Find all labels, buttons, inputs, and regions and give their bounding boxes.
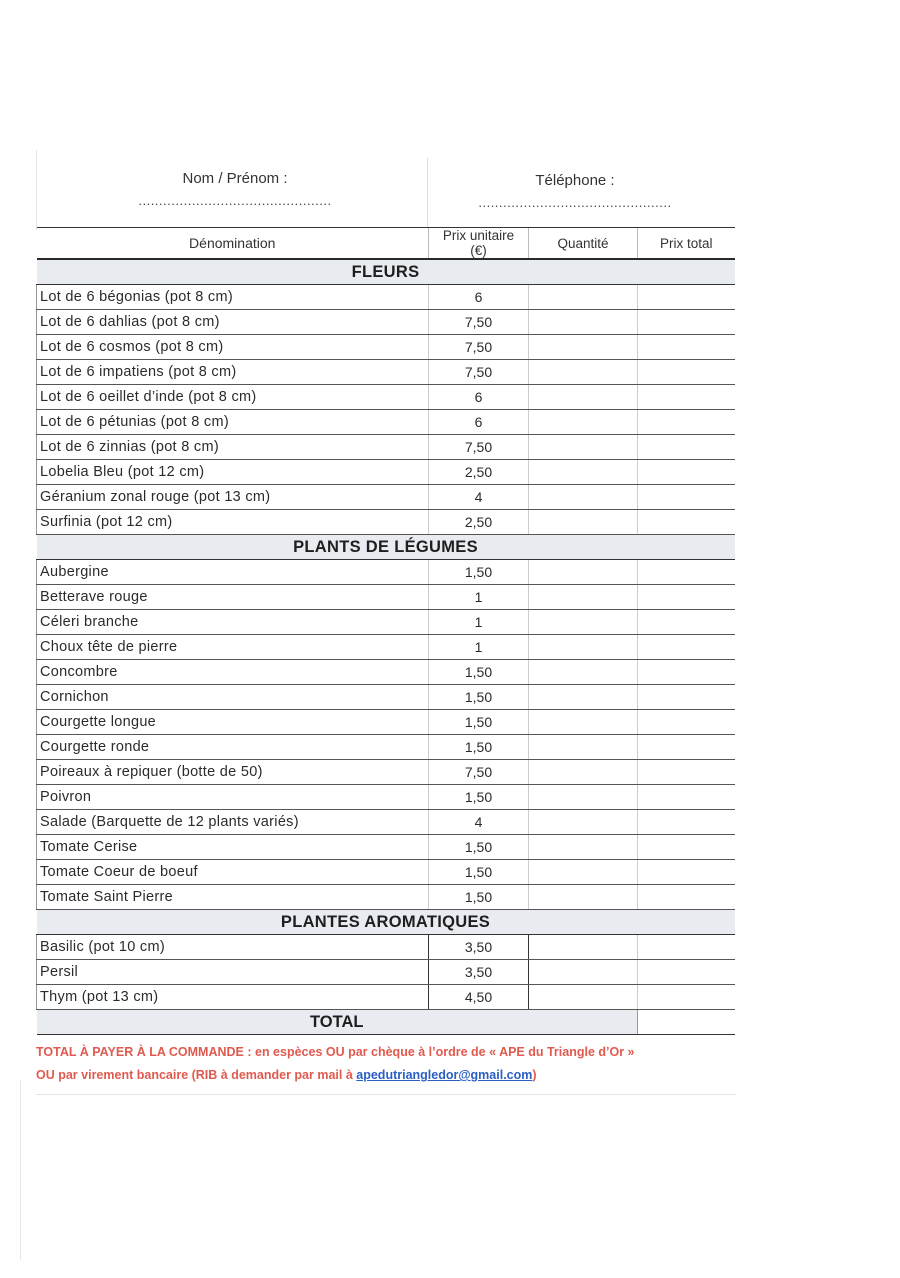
category-title: PLANTS DE LÉGUMES (37, 535, 735, 560)
column-header-unit-price (429, 228, 529, 260)
total-price-cell[interactable] (638, 510, 735, 535)
total-price-cell[interactable] (638, 585, 735, 610)
product-name: Persil (37, 960, 429, 985)
name-field[interactable] (120, 170, 350, 208)
column-header-quantity: Quantité (529, 228, 638, 260)
product-name: Lot de 6 oeillet d’inde (pot 8 cm) (37, 385, 429, 410)
quantity-cell[interactable] (529, 710, 638, 735)
table-row (37, 835, 735, 860)
email-link[interactable]: apedutriangledor@gmail.com (356, 1068, 533, 1082)
unit-price: 1 (429, 635, 529, 660)
table-row (37, 360, 735, 385)
table-row (37, 310, 735, 335)
product-name: Surfinia (pot 12 cm) (37, 510, 429, 535)
table-row (37, 735, 735, 760)
quantity-cell[interactable] (529, 935, 638, 960)
unit-price: 3,50 (429, 935, 529, 960)
quantity-cell[interactable] (529, 510, 638, 535)
grand-total-cell[interactable] (638, 1010, 735, 1035)
unit-price: 6 (429, 285, 529, 310)
category-row (37, 259, 735, 285)
total-price-cell[interactable] (638, 810, 735, 835)
quantity-cell[interactable] (529, 410, 638, 435)
header-divider (427, 158, 428, 228)
unit-price: 1,50 (429, 885, 529, 910)
product-name: Choux tête de pierre (37, 635, 429, 660)
product-name: Thym (pot 13 cm) (37, 985, 429, 1010)
product-name: Géranium zonal rouge (pot 13 cm) (37, 485, 429, 510)
product-name: Salade (Barquette de 12 plants variés) (37, 810, 429, 835)
table-row (37, 510, 735, 535)
table-row (37, 560, 735, 585)
table-row (37, 860, 735, 885)
product-name: Lot de 6 cosmos (pot 8 cm) (37, 335, 429, 360)
total-price-cell[interactable] (638, 860, 735, 885)
unit-price: 4,50 (429, 985, 529, 1010)
total-price-cell[interactable] (638, 985, 735, 1010)
unit-price: 6 (429, 385, 529, 410)
unit-price: 1,50 (429, 660, 529, 685)
payment-instructions (36, 1041, 736, 1087)
quantity-cell[interactable] (529, 685, 638, 710)
product-name: Tomate Coeur de boeuf (37, 860, 429, 885)
quantity-cell[interactable] (529, 485, 638, 510)
order-table (36, 227, 735, 1035)
table-row (37, 335, 735, 360)
product-name: Tomate Cerise (37, 835, 429, 860)
unit-price: 1,50 (429, 835, 529, 860)
total-price-cell[interactable] (638, 460, 735, 485)
unit-price: 7,50 (429, 360, 529, 385)
quantity-cell[interactable] (529, 835, 638, 860)
category-row (37, 910, 735, 935)
unit-price: 4 (429, 810, 529, 835)
column-header-total-price: Prix total (638, 228, 735, 260)
payment-line-2-text: OU par virement bancaire (RIB à demander par mail à (36, 1068, 357, 1082)
total-price-cell[interactable] (638, 760, 735, 785)
table-row (37, 485, 735, 510)
product-name: Betterave rouge (37, 585, 429, 610)
table-row (37, 985, 735, 1010)
quantity-cell[interactable] (529, 360, 638, 385)
total-price-cell[interactable] (638, 935, 735, 960)
quantity-cell[interactable] (529, 860, 638, 885)
unit-price: 1,50 (429, 860, 529, 885)
table-row (37, 460, 735, 485)
order-table-body (37, 259, 735, 1035)
table-row (37, 285, 735, 310)
category-title: FLEURS (37, 259, 735, 285)
total-price-cell[interactable] (638, 785, 735, 810)
product-name: Lobelia Bleu (pot 12 cm) (37, 460, 429, 485)
product-name: Lot de 6 zinnias (pot 8 cm) (37, 435, 429, 460)
table-row (37, 810, 735, 835)
product-name: Céleri branche (37, 610, 429, 635)
product-name: Poireaux à repiquer (botte de 50) (37, 760, 429, 785)
table-row (37, 760, 735, 785)
table-row (37, 635, 735, 660)
category-title: PLANTES AROMATIQUES (37, 910, 735, 935)
product-name: Concombre (37, 660, 429, 685)
unit-price: 2,50 (429, 460, 529, 485)
table-row (37, 785, 735, 810)
page-border-left-lower (20, 1080, 21, 1260)
unit-price: 3,50 (429, 960, 529, 985)
quantity-cell[interactable] (529, 385, 638, 410)
product-name: Lot de 6 bégonias (pot 8 cm) (37, 285, 429, 310)
unit-price: 1,50 (429, 785, 529, 810)
product-name: Lot de 6 dahlias (pot 8 cm) (37, 310, 429, 335)
table-row (37, 885, 735, 910)
total-price-cell[interactable] (638, 485, 735, 510)
unit-price: 7,50 (429, 760, 529, 785)
quantity-cell[interactable] (529, 735, 638, 760)
quantity-cell[interactable] (529, 760, 638, 785)
category-row (37, 535, 735, 560)
product-name: Poivron (37, 785, 429, 810)
total-price-cell[interactable] (638, 960, 735, 985)
unit-price-label: Prix unitaire (442, 228, 515, 243)
product-name: Lot de 6 impatiens (pot 8 cm) (37, 360, 429, 385)
unit-price: 1,50 (429, 560, 529, 585)
total-price-cell[interactable] (638, 385, 735, 410)
total-price-cell[interactable] (638, 310, 735, 335)
unit-price-currency: (€) (470, 243, 487, 258)
phone-label: Téléphone : (535, 172, 615, 189)
quantity-cell[interactable] (529, 585, 638, 610)
table-row (37, 585, 735, 610)
quantity-cell[interactable] (529, 635, 638, 660)
total-price-cell[interactable] (638, 560, 735, 585)
total-price-cell[interactable] (638, 685, 735, 710)
phone-field[interactable] (465, 172, 685, 210)
total-price-cell[interactable] (638, 710, 735, 735)
unit-price: 2,50 (429, 510, 529, 535)
product-name: Cornichon (37, 685, 429, 710)
product-name: Lot de 6 pétunias (pot 8 cm) (37, 410, 429, 435)
table-row (37, 935, 735, 960)
quantity-cell[interactable] (529, 985, 638, 1010)
page-border-left (36, 150, 37, 230)
total-price-cell[interactable] (638, 435, 735, 460)
unit-price: 7,50 (429, 435, 529, 460)
quantity-cell[interactable] (529, 335, 638, 360)
unit-price: 1,50 (429, 710, 529, 735)
total-price-cell[interactable] (638, 635, 735, 660)
table-row (37, 660, 735, 685)
quantity-cell[interactable] (529, 435, 638, 460)
phone-dotted-line: ............................................... (478, 195, 672, 210)
quantity-cell[interactable] (529, 660, 638, 685)
table-row (37, 385, 735, 410)
total-label: TOTAL (37, 1010, 638, 1035)
total-price-cell[interactable] (638, 285, 735, 310)
total-price-cell[interactable] (638, 335, 735, 360)
product-name: Aubergine (37, 560, 429, 585)
product-name: Courgette ronde (37, 735, 429, 760)
name-label: Nom / Prénom : (182, 170, 288, 187)
total-price-cell[interactable] (638, 610, 735, 635)
unit-price: 1,50 (429, 735, 529, 760)
column-header-designation: Dénomination (37, 228, 429, 260)
unit-price: 7,50 (429, 335, 529, 360)
table-row (37, 610, 735, 635)
unit-price: 1 (429, 610, 529, 635)
total-price-cell[interactable] (638, 885, 735, 910)
table-row (37, 435, 735, 460)
name-dotted-line: ............................................... (138, 193, 332, 208)
unit-price: 1,50 (429, 685, 529, 710)
quantity-cell[interactable] (529, 310, 638, 335)
payment-line-1: TOTAL À PAYER À LA COMMANDE : en espèces OU par chèque à l’ordre de « APE du Triangle d’Or » (36, 1045, 635, 1059)
unit-price: 6 (429, 410, 529, 435)
unit-price: 4 (429, 485, 529, 510)
payment-line-2-end: ) (532, 1068, 537, 1082)
total-price-cell[interactable] (638, 660, 735, 685)
quantity-cell[interactable] (529, 560, 638, 585)
payment-line-2 (36, 1064, 736, 1087)
total-price-cell[interactable] (638, 835, 735, 860)
table-header-row (37, 228, 735, 260)
total-price-cell[interactable] (638, 410, 735, 435)
table-row (37, 410, 735, 435)
quantity-cell[interactable] (529, 285, 638, 310)
quantity-cell[interactable] (529, 785, 638, 810)
table-row (37, 685, 735, 710)
footer-divider (36, 1094, 736, 1095)
quantity-cell[interactable] (529, 810, 638, 835)
product-name: Basilic (pot 10 cm) (37, 935, 429, 960)
quantity-cell[interactable] (529, 960, 638, 985)
unit-price: 1 (429, 585, 529, 610)
total-price-cell[interactable] (638, 360, 735, 385)
total-price-cell[interactable] (638, 735, 735, 760)
product-name: Tomate Saint Pierre (37, 885, 429, 910)
quantity-cell[interactable] (529, 610, 638, 635)
unit-price: 7,50 (429, 310, 529, 335)
quantity-cell[interactable] (529, 460, 638, 485)
quantity-cell[interactable] (529, 885, 638, 910)
total-row (37, 1010, 735, 1035)
table-row (37, 960, 735, 985)
table-row (37, 710, 735, 735)
product-name: Courgette longue (37, 710, 429, 735)
